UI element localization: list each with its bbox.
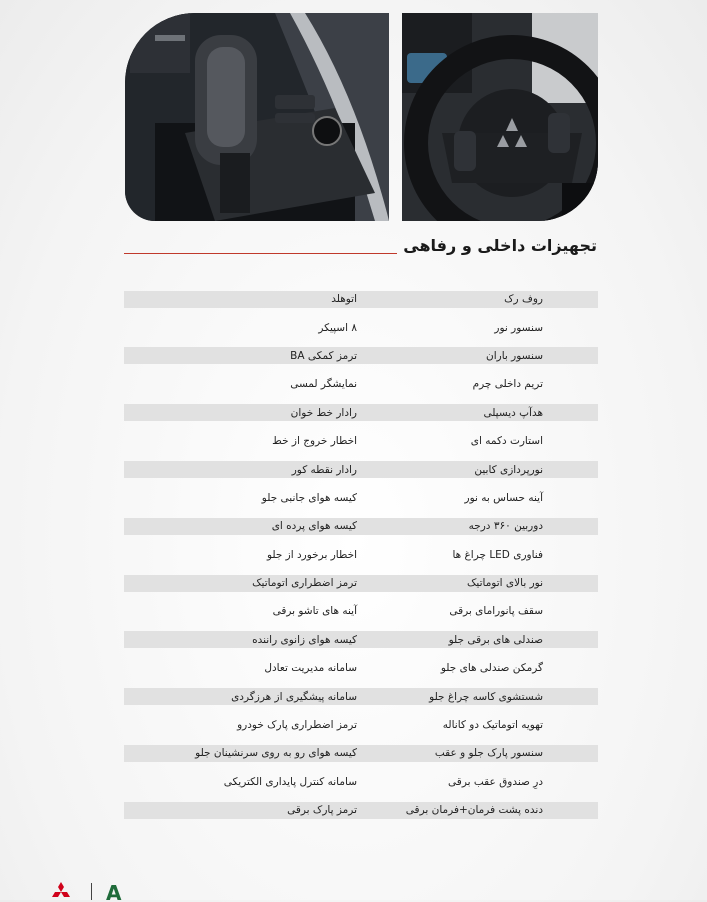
spec-feature-right: رادار نقطه کور xyxy=(291,463,357,476)
spec-feature-right: ۸ اسپیکر xyxy=(318,321,357,334)
spec-row xyxy=(124,541,598,569)
spec-feature-left: دنده پشت فرمان+فرمان برقی xyxy=(405,804,543,817)
svg-text:A: A xyxy=(106,882,122,902)
spec-row-band xyxy=(124,575,598,592)
spec-feature-left: سنسور باران xyxy=(486,349,543,362)
spec-feature-left: هدآپ دیسپلی xyxy=(483,406,543,419)
spec-row-band xyxy=(124,347,598,364)
spec-row-band xyxy=(124,291,598,308)
spec-feature-left: سقف پانورامای برقی xyxy=(449,605,543,618)
spec-row xyxy=(124,682,598,710)
spec-feature-right: نمایشگر لمسی xyxy=(290,378,357,391)
spec-feature-right: آینه های تاشو برقی xyxy=(272,605,357,618)
spec-row-band xyxy=(124,745,598,762)
spec-feature-right: ترمز اضطراری اتوماتیک xyxy=(252,577,357,590)
spec-feature-right: سامانه کنترل پایداری الکتریکی xyxy=(223,775,357,788)
spec-row-band xyxy=(124,518,598,535)
spec-row-band xyxy=(124,603,598,620)
spec-row xyxy=(124,654,598,682)
spec-feature-right: کیسه هوای پرده ای xyxy=(271,520,357,533)
spec-row-band xyxy=(124,376,598,393)
spec-row xyxy=(124,768,598,796)
title-divider xyxy=(124,253,397,254)
spec-row xyxy=(124,484,598,512)
specs-table xyxy=(124,285,598,824)
spec-feature-right: سامانه مدیریت تعادل xyxy=(264,662,357,675)
spec-feature-left: صندلی های برقی جلو xyxy=(448,633,543,646)
spec-row-band xyxy=(124,319,598,336)
spec-feature-right: ترمز کمکی BA xyxy=(290,349,357,362)
spec-row xyxy=(124,370,598,398)
spec-feature-right: اخطار برخورد از جلو xyxy=(266,548,357,561)
spec-feature-left: نور بالای اتوماتیک xyxy=(467,577,543,590)
spec-row-band xyxy=(124,631,598,648)
spec-row-band xyxy=(124,773,598,790)
spec-feature-right: اتوهلد xyxy=(331,293,357,306)
spec-feature-right: ترمز پارک برقی xyxy=(287,804,357,817)
spec-row xyxy=(124,597,598,625)
spec-row xyxy=(124,285,598,313)
spec-feature-left: سنسور نور xyxy=(494,321,543,334)
spec-feature-right: کیسه هوای جانبی جلو xyxy=(261,491,357,504)
spec-row-band xyxy=(124,433,598,450)
spec-row xyxy=(124,796,598,824)
spec-feature-left: گرمکن صندلی های جلو xyxy=(440,662,543,675)
spec-feature-right: اخطار خروج از خط xyxy=(272,435,357,448)
spec-feature-left: آینه حساس به نور xyxy=(464,491,543,504)
spec-feature-right: کیسه هوای زانوی راننده xyxy=(252,633,357,646)
spec-feature-left: استارت دکمه ای xyxy=(470,435,543,448)
spec-feature-right: کیسه هوای رو به روی سرنشینان جلو xyxy=(195,747,357,760)
dealer-logo xyxy=(104,882,126,902)
gear-shifter-photo xyxy=(125,13,389,221)
spec-feature-left: درِ صندوق عقب برقی xyxy=(448,775,543,788)
spec-row xyxy=(124,399,598,427)
spec-feature-left: فناوری LED چراغ ها xyxy=(452,548,543,561)
spec-row xyxy=(124,739,598,767)
spec-row-band xyxy=(124,404,598,421)
spec-feature-left: شستشوی کاسه چراغ جلو xyxy=(429,690,543,703)
spec-feature-left: سنسور پارک جلو و عقب xyxy=(434,747,543,760)
spec-feature-left: تریم داخلی چرم xyxy=(472,378,543,391)
spec-feature-right: رادار خط خوان xyxy=(290,406,357,419)
logo-divider xyxy=(91,883,92,900)
spec-row xyxy=(124,342,598,370)
spec-row-band xyxy=(124,546,598,563)
spec-row-band xyxy=(124,717,598,734)
spec-row-band xyxy=(124,461,598,478)
spec-row xyxy=(124,427,598,455)
steering-wheel-photo xyxy=(402,13,598,221)
spec-row xyxy=(124,626,598,654)
section-title: تجهیزات داخلی و رفاهی xyxy=(403,236,597,255)
spec-row-band xyxy=(124,802,598,819)
spec-feature-left: نورپردازی کابین xyxy=(474,463,543,476)
spec-feature-left: تهویه اتوماتیک دو کاناله xyxy=(442,719,543,732)
spec-feature-left: دوربین ۳۶۰ درجه xyxy=(468,520,543,533)
footer-logos xyxy=(50,880,140,900)
spec-row xyxy=(124,711,598,739)
spec-feature-right: سامانه پیشگیری از هرزگردی xyxy=(231,690,357,703)
spec-feature-left: روف رک xyxy=(504,293,543,306)
spec-row-band xyxy=(124,489,598,506)
spec-row xyxy=(124,512,598,540)
spec-row-band xyxy=(124,688,598,705)
spec-row-band xyxy=(124,660,598,677)
spec-row xyxy=(124,313,598,341)
spec-feature-right: ترمز اضطراری پارک خودرو xyxy=(237,719,357,732)
mitsubishi-logo xyxy=(50,882,72,902)
spec-row xyxy=(124,569,598,597)
spec-row xyxy=(124,455,598,483)
